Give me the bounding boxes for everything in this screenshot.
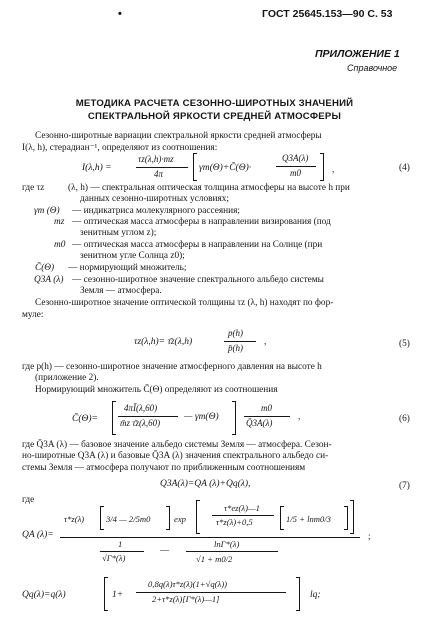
eq4-bracket-left (193, 153, 197, 181)
eq6-fraction-bar (118, 416, 178, 417)
eq6-rden: Q̄3A(λ) (246, 418, 273, 428)
intro-line-1: Сезонно-широтные вариации спектральной яркости средней атмосферы (35, 131, 322, 141)
def-5-text: — нормирующий множитель; (68, 263, 187, 273)
eq8-frac-num: τ*ez(λ)—1 (224, 503, 260, 513)
def-3-text-cont: зенитным углом z); (80, 228, 157, 238)
eq8-bracket-right (350, 500, 354, 534)
eq4-fraction-bar (136, 167, 188, 168)
eq9-fraction-bar (136, 592, 286, 593)
intro-line-2: I(λ, h), стерадиан⁻¹, определяют из соотношения: (22, 143, 218, 153)
p4-line-1: Нормирующий множитель C̄(Θ) определяют из соотношения (35, 385, 278, 395)
eq8-den-a-bar (100, 551, 144, 552)
eq4-bracket-right (320, 153, 324, 181)
eq4-inner-den: m0 (290, 168, 301, 178)
eq6-bracket-left (112, 401, 116, 435)
eq9-num: 0,8q(λ)τ*z(λ)(1+√q(λ)) (148, 579, 227, 589)
eq5-lhs: τz(λ,h)= τ̄z(λ,h) (134, 337, 193, 347)
eq9-bracket-left (104, 577, 108, 611)
def-2-symbol: γm (Θ) (34, 206, 60, 216)
eq4-number: (4) (399, 163, 410, 173)
eq4-bracket-content: γm(Θ)+C̄(Θ)· (199, 163, 252, 173)
def-6-symbol: Q3A (λ) (34, 275, 64, 285)
eq7: Q3A(λ)=QA (λ)+Qq(λ), (160, 479, 251, 489)
title-line-1: МЕТОДИКА РАСЧЕТА СЕЗОННО-ШИРОТНЫХ ЗНАЧЕНИЙ (75, 98, 354, 109)
eq8-den-a: 1 (118, 539, 123, 549)
eq9-bracket-right (296, 577, 300, 611)
eq6-den: m̄z τ̄z(λ,60) (120, 418, 161, 428)
eq8-paren-left (100, 506, 104, 530)
eq4-comma: , (332, 165, 335, 175)
def-3-symbol: mz (54, 217, 65, 227)
eq8-paren2-right (344, 506, 348, 530)
def-1-text: (λ, h) — спектральная оптическая толщина атмосферы на высоте h при (68, 183, 350, 193)
eq8-top-a: τ*z(λ) (64, 514, 85, 524)
eq8-semicolon: ; (368, 532, 371, 542)
def-5-symbol: C̄(Θ) (35, 263, 55, 273)
eq9-bracket: 1+ (112, 590, 124, 600)
def-6-text-cont: Земля — атмосфера. (80, 286, 162, 296)
p3-line-1: где p(h) — сезонно-широтное значение атмосферного давления на высоте h (22, 362, 322, 372)
appendix-label: ПРИЛОЖЕНИЕ 1 (315, 48, 400, 60)
eq6-num: 4πĪ(λ,60) (124, 403, 158, 413)
eq4-lhs: I(λ,h) = (82, 163, 112, 173)
eq8-exp: exp (174, 514, 186, 524)
eq9-lhs: Qq(λ)=q(λ) (22, 590, 66, 600)
eq4-num: τz(λ,h)·mz (138, 154, 174, 164)
eq4-inner-num: Q3A(λ) (282, 153, 309, 163)
eq8-top-b: 3/4 — 2/5m0 (106, 514, 151, 524)
eq5-comma: , (264, 337, 267, 347)
p3-line-2: (приложение 2). (35, 373, 99, 383)
eq8-paren-right (166, 506, 170, 530)
def-1-symbol: где τz (22, 183, 45, 193)
eq8-den-b-num: lnΓ*(λ) (214, 539, 240, 549)
eq4-den: 4π (154, 169, 164, 179)
p2-line-1: Сезонно-широтное значение оптической толщины τz (λ, h) находят по фор- (35, 298, 334, 308)
def-2-text: — индикатриса молекулярного рассеяния; (72, 206, 240, 216)
eq6-right-bar (244, 416, 290, 417)
eq6-mid: — γm(Θ) (184, 412, 219, 422)
eq8-lhs: QA (λ)= (22, 530, 54, 540)
eq5-number: (5) (399, 339, 410, 349)
eq8-den-b-root: √1 + m0/2 (196, 554, 233, 564)
eq8-den-minus: — (160, 546, 170, 556)
eq8-top-last: 1/5 + lnm0/3 (286, 514, 331, 524)
header-dot: • (118, 8, 122, 20)
p2-line-2: муле: (22, 310, 44, 320)
eq7-number: (7) (399, 481, 410, 491)
eq8-den-b-bar (186, 551, 278, 552)
p5-line-2: но-широтные Q3A (λ) и базовые Q̄3A (λ) значения спектрального альбедо си- (22, 451, 329, 461)
eq8-frac-den: τ*z(λ)+0,5 (216, 517, 253, 527)
def-4-symbol: m0 (54, 240, 66, 250)
eq8-bracket-left (196, 500, 200, 534)
eq6-number: (6) (399, 414, 410, 424)
title-line-2: СПЕКТРАЛЬНОЙ ЯРКОСТИ СРЕДНЕЙ АТМОСФЕРЫ (87, 111, 342, 122)
eq6-rnum: m0 (261, 403, 272, 413)
eq5-fraction-bar (224, 341, 256, 342)
def-1-text-cont: данных сезонно-широтных условиях; (80, 194, 229, 204)
def-3-text: — оптическая масса атмосферы в направлении визирования (под (72, 217, 331, 227)
eq8-den-a-root: √Γ*(λ) (102, 553, 126, 563)
eq6-comma: , (298, 412, 301, 422)
eq8-inner-bar (212, 515, 274, 516)
def-4-text-cont: зенитном угле Солнца z0); (80, 251, 185, 261)
eq8-paren2-left (280, 506, 284, 530)
eq9-den: 2+τ*z(λ)[Γ*(λ)—1] (152, 594, 220, 604)
eq6-bracket-right (232, 401, 236, 435)
eq8-main-bar (60, 537, 360, 538)
eq6-lhs: C̄(Θ)= (72, 414, 98, 424)
standard-code: ГОСТ 25645.153—90 С. 53 (262, 8, 393, 20)
eq5-den: p̄(h) (228, 343, 243, 353)
eq4-inner-bar (276, 166, 316, 167)
p5-line-1: где Q̄3A (λ) — базовое значение альбедо системы Земля — атмосфера. Сезон- (22, 440, 332, 450)
eq5-num: p(h) (228, 328, 243, 338)
p5-line-3: стемы Земля — атмосфера получают по приближенным соотношениям (22, 463, 306, 473)
where-label: где (22, 495, 35, 505)
def-6-text: — сезонно-широтное значение спектрального альбедо системы (72, 275, 324, 285)
def-4-text: — оптическая масса атмосферы в направлении на Солнце (при (72, 240, 323, 250)
appendix-subtitle: Справочное (347, 63, 398, 73)
eq9-tail: lq; (310, 590, 321, 600)
